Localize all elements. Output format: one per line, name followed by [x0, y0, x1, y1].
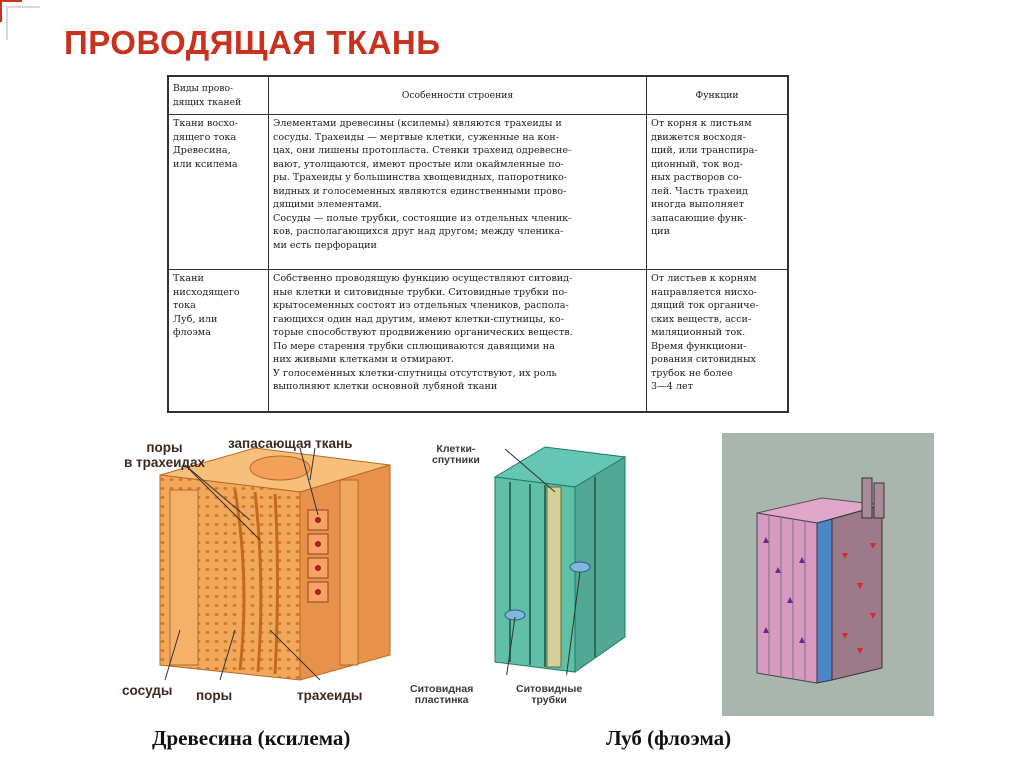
cell-text-line: движется восходя-	[651, 131, 746, 143]
cell-text-line: нисходящего	[173, 286, 240, 298]
caption-phloem: Луб (флоэма)	[606, 726, 732, 750]
cell-text-line: дящего тока	[173, 131, 237, 143]
cell-text-line: Элементами древесины (ксилемы) являются трахеиды и	[273, 118, 562, 129]
cell-structure	[269, 115, 647, 269]
slide-title: ПРОВОДЯЩАЯ ТКАНЬ	[64, 24, 441, 61]
cell-text-line: флоэма	[173, 327, 211, 338]
cell-text-line: От корня к листьям	[651, 118, 752, 129]
cell-text-line: Ткани	[173, 273, 204, 284]
cell-text-line: От листьев к корням	[651, 273, 757, 284]
label-sieve-tubes: Ситовидные трубки	[516, 684, 583, 706]
cell-text-line: По мере старения трубки сплющиваются давящими на	[273, 340, 555, 352]
cell-text-line: ков, располагающихся друг над другом; между членика-	[273, 226, 564, 237]
table-row-phloem	[169, 270, 787, 411]
cell-text-line: видных и голосеменных являются единственными прово-	[273, 185, 567, 197]
cell-text-line: иногда выполняет	[651, 199, 745, 210]
label-vessels: сосуды	[122, 683, 173, 698]
label-storage-tissue: запасающая ткань	[228, 436, 353, 451]
cell-text-line: ры. Трахеиды у большинства хвощевидных, папоротнико-	[273, 172, 568, 183]
label-tracheids: трахеиды	[297, 688, 363, 703]
cell-text-line: лей. Часть трахеид	[651, 185, 748, 197]
cell-text-line: тока	[173, 300, 196, 311]
cell-text-line: запасающие функ-	[651, 212, 747, 224]
label-pores: поры	[196, 688, 233, 703]
label-pores-in-tracheids: поры в трахеидах	[124, 440, 205, 470]
table-header-text: Функции	[695, 89, 739, 101]
cell-text-line: Древесина,	[173, 145, 231, 156]
table-header-row	[169, 77, 787, 115]
cell-function	[647, 115, 787, 269]
cell-text-line: Ткани восхо-	[173, 118, 238, 129]
header-tissue-types	[169, 77, 269, 114]
cell-text-line: дящий ток органиче-	[651, 300, 759, 311]
cell-text-line: вают, утолщаются, имеют простые или окаймленные по-	[273, 158, 564, 170]
cell-text-line: выполняют клетки основной лубяной ткани	[273, 381, 498, 392]
table-row-xylem	[169, 115, 787, 270]
conducting-tissue-table	[167, 75, 789, 413]
cell-text-line: 3—4 лет	[651, 381, 693, 392]
cell-text-line: ми есть перфорации	[273, 239, 377, 251]
cell-type	[169, 270, 269, 411]
cell-text-line: сосуды. Трахеиды — мертвые клетки, суженные на кон-	[273, 131, 559, 143]
cell-text-line: крытосеменных состоят из отдельных члеников, распола-	[273, 300, 569, 311]
header-functions	[647, 77, 787, 114]
cell-text-line: трубок не более	[651, 367, 733, 379]
cell-type	[169, 115, 269, 269]
cell-text-line: направляется нисхо-	[651, 286, 757, 298]
label-companion-cells: Клетки- спутники	[432, 444, 480, 466]
cell-text-line: рования ситовидных	[651, 354, 756, 365]
cell-text-line: цах, они лишены протопласта. Стенки трахеид одревесне-	[273, 145, 572, 156]
cell-text-line: дящими элементами.	[273, 199, 382, 210]
cell-text-line: миляционный ток.	[651, 327, 746, 338]
cell-function	[647, 270, 787, 411]
cell-text-line: ции	[651, 226, 670, 237]
cell-text-line: Сосуды — полые трубки, состоящие из отдельных членик-	[273, 212, 572, 224]
cell-text-line: гающихся один над другим, имеют клетки-спутницы, ко-	[273, 313, 564, 325]
cell-text-line: Время функциони-	[651, 340, 747, 352]
cell-text-line: Луб, или	[173, 313, 218, 325]
cell-text-line: У голосеменных клетки-спутницы отсутствуют, их роль	[273, 367, 557, 379]
cell-structure	[269, 270, 647, 411]
cell-text-line: ционный, ток вод-	[651, 158, 743, 170]
cell-text-line: или ксилема	[173, 158, 238, 170]
cell-text-line: Собственно проводящую функцию осуществляют ситовид-	[273, 273, 573, 284]
header-structure	[269, 77, 647, 114]
table-header-text: Особенности строения	[401, 89, 514, 101]
table-header-text: Виды прово- дящих тканей	[173, 83, 242, 108]
cell-text-line: торые способствуют продвижению органических веществ.	[273, 327, 573, 338]
cell-text-line: ских веществ, асси-	[651, 313, 752, 325]
cell-text-line: щий, или транспира-	[651, 145, 758, 156]
label-sieve-plate: Ситовидная пластинка	[410, 684, 474, 706]
cell-text-line: них живыми клетками и отмирают.	[273, 354, 455, 365]
phloem-3d-block	[722, 433, 934, 716]
cell-text-line: ных растворов со-	[651, 172, 742, 183]
cell-text-line: ные клетки и ситовидные трубки. Ситовидные трубки по-	[273, 286, 568, 298]
caption-xylem: Древесина (ксилема)	[152, 726, 351, 750]
phloem-diagram	[485, 437, 630, 675]
